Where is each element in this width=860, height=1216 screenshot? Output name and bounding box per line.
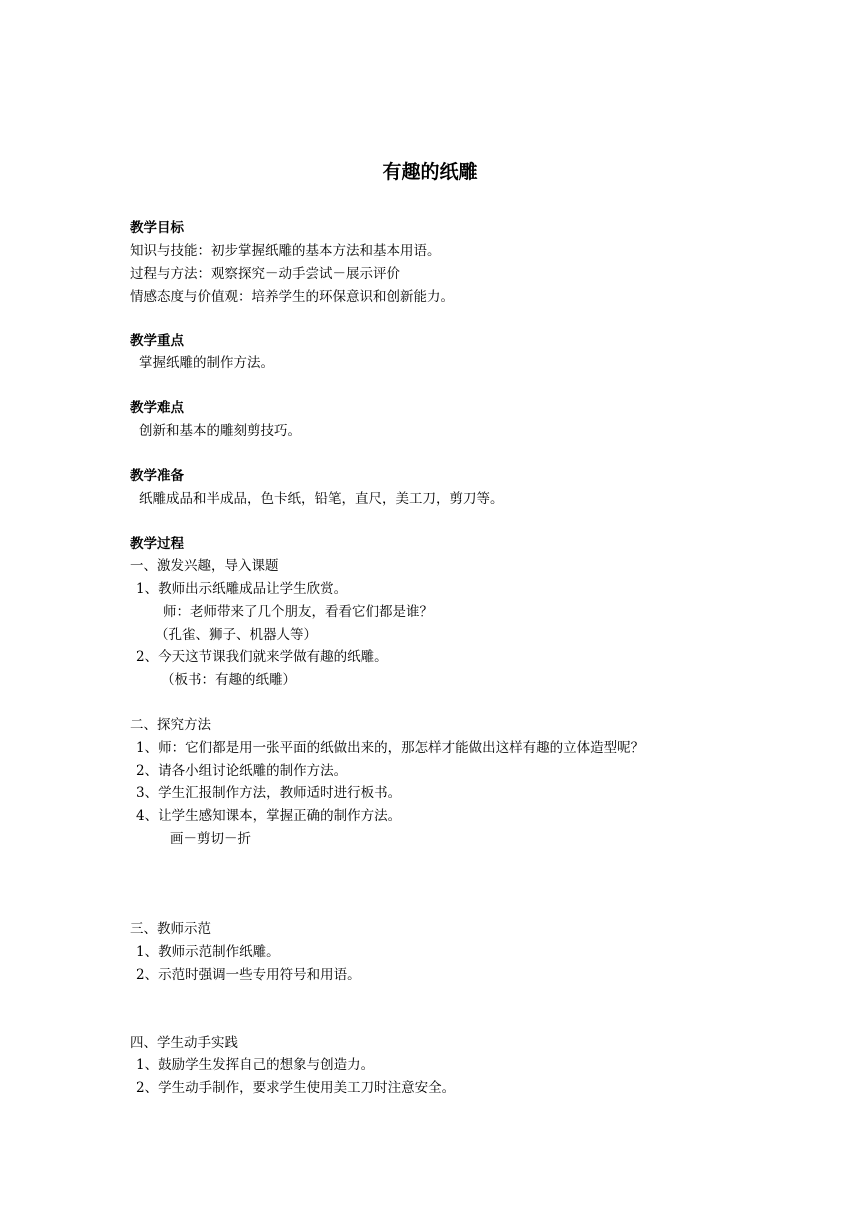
section4-item: 1、鼓励学生发挥自己的想象与创造力。 bbox=[136, 1057, 375, 1073]
key-points-text: 掌握纸雕的制作方法。 bbox=[139, 355, 274, 371]
section3-item: 1、教师示范制作纸雕。 bbox=[136, 944, 280, 960]
preparation-heading: 教学准备 bbox=[130, 468, 184, 484]
objective-knowledge: 知识与技能：初步掌握纸雕的基本方法和基本用语。 bbox=[130, 243, 441, 259]
document-title: 有趣的纸雕 bbox=[382, 161, 478, 183]
difficulties-heading: 教学难点 bbox=[130, 400, 184, 416]
section1-item: 师：老师带来了几个朋友，看看它们都是谁？ bbox=[163, 604, 433, 620]
section4-title: 四、学生动手实践 bbox=[130, 1035, 238, 1051]
section4-item: 2、学生动手制作，要求学生使用美工刀时注意安全。 bbox=[136, 1080, 456, 1096]
section2-item: 画－剪切－折 bbox=[170, 831, 251, 847]
section3-item: 2、示范时强调一些专用符号和用语。 bbox=[136, 967, 361, 983]
section3-title: 三、教师示范 bbox=[130, 921, 211, 937]
objective-process: 过程与方法：观察探究－动手尝试－展示评价 bbox=[130, 266, 400, 282]
process-heading: 教学过程 bbox=[130, 536, 184, 552]
section1-item: 2、今天这节课我们就来学做有趣的纸雕。 bbox=[136, 649, 388, 665]
section2-item: 3、学生汇报制作方法，教师适时进行板书。 bbox=[136, 785, 402, 801]
difficulties-text: 创新和基本的雕刻剪技巧。 bbox=[139, 423, 301, 439]
preparation-text: 纸雕成品和半成品，色卡纸，铅笔，直尺，美工刀，剪刀等。 bbox=[139, 491, 504, 507]
section2-item: 1、师：它们都是用一张平面的纸做出来的，那怎样才能做出这样有趣的立体造型呢？ bbox=[136, 740, 645, 756]
section1-item: （孔雀、狮子、机器人等） bbox=[155, 627, 317, 643]
key-points-heading: 教学重点 bbox=[130, 333, 184, 349]
section2-item: 4、让学生感知课本，掌握正确的制作方法。 bbox=[136, 808, 402, 824]
objective-attitude: 情感态度与价值观：培养学生的环保意识和创新能力。 bbox=[130, 289, 454, 305]
section1-item: （板书：有趣的纸雕） bbox=[161, 672, 296, 688]
section1-title: 一、激发兴趣，导入课题 bbox=[130, 558, 279, 574]
section1-item: 1、教师出示纸雕成品让学生欣赏。 bbox=[136, 581, 348, 597]
section2-item: 2、请各小组讨论纸雕的制作方法。 bbox=[136, 763, 348, 779]
section2-title: 二、探究方法 bbox=[130, 717, 211, 733]
objectives-heading: 教学目标 bbox=[130, 220, 184, 236]
